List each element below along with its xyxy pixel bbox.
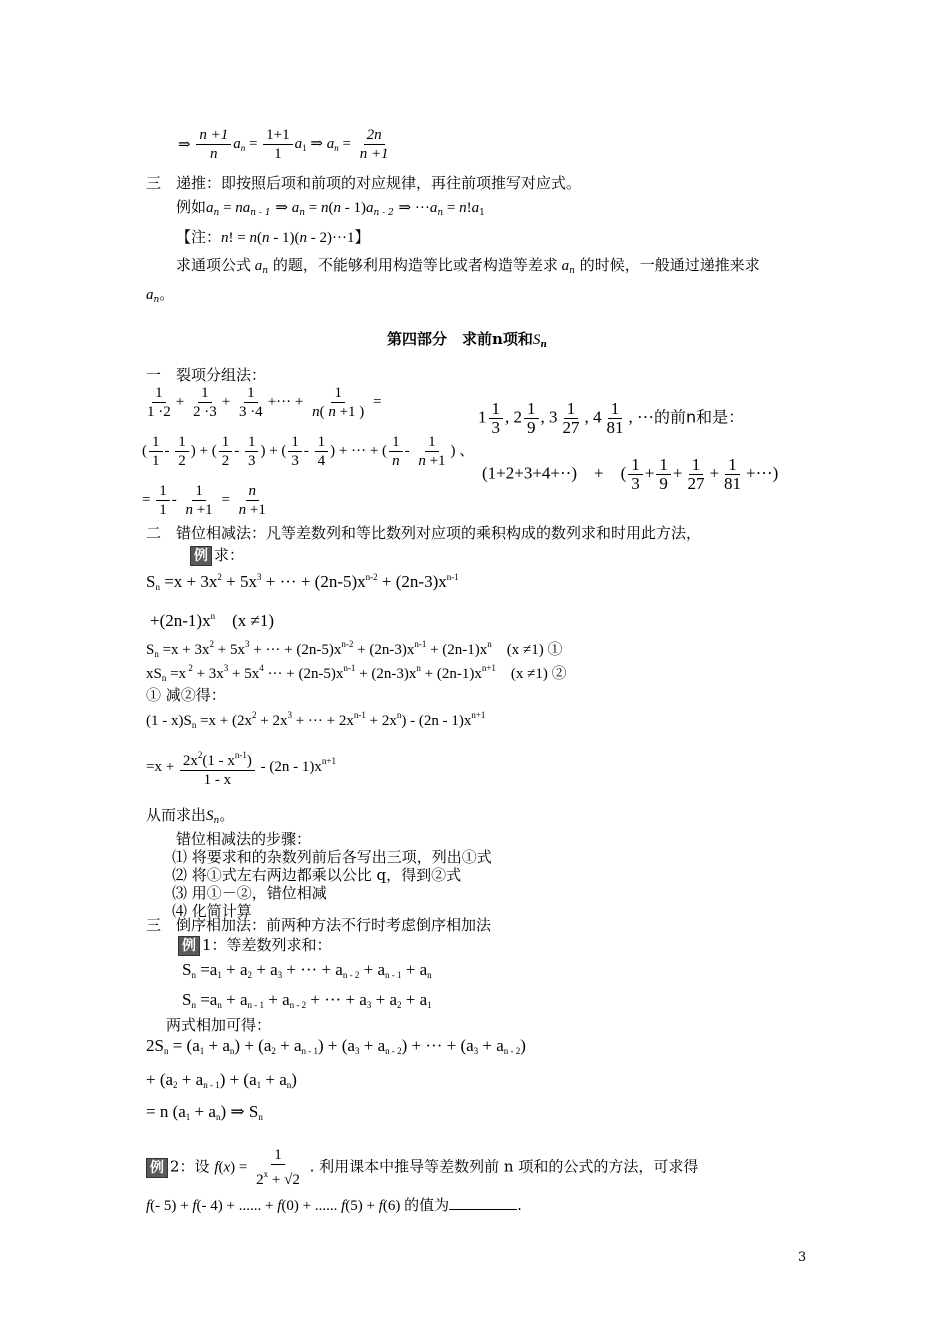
general-term-note-end: $a_n$。 bbox=[146, 285, 175, 305]
sn-backward: $S_n =a_n + a_{n - 1} + a_{n - 2}$ + ··· + $a_3 + a_2 + a_1$ bbox=[182, 990, 432, 1010]
equation-2: $xS_n =x$ $^2 + 3x^3 + 5x^4$ ··· + $(2n-5)x^{n-1} + (2n-3)x^n + (2n-1)x^{n+1}$ (x ≠1) ② bbox=[146, 663, 567, 683]
factorial-note: 【注：n! = n(n - 1)(n - 2)···1】 bbox=[176, 228, 370, 246]
subtract-label: ① 减②得： bbox=[146, 686, 226, 704]
general-term-note: 求通项公式 $a_n$ 的题，不能够利用构造等比或者构造等差求 $a_n$ 的时候，一般通过递推来求 bbox=[176, 256, 760, 276]
page-number: 3 bbox=[798, 1250, 807, 1265]
reverse-add-title: 三 倒序相加法：前两种方法不行时考虑倒序相加法 bbox=[146, 916, 492, 934]
answer-blank bbox=[449, 1209, 517, 1210]
example-badge: 例 bbox=[190, 546, 212, 566]
example-badge: 例 bbox=[178, 936, 200, 956]
difference-line2: =x + $\frac{2x^2(1 - x^{n-1})}{1 - x}$ - $(2n - 1)x^{n+1}$ bbox=[146, 746, 336, 789]
example-badge: 例 bbox=[146, 1158, 168, 1178]
section-heading: 第四部分 求前n项和$S_n$ bbox=[387, 330, 547, 350]
sn-formula-line1: $S_n =x + 3x^2 + 5x^3$ + ··· + $(2n-5)x^{n-2} + (2n-3)x^{n-1}$ bbox=[146, 572, 459, 592]
split-formula-1: $\frac{1}{1 \cdot 2}$ + $\frac{1}{2 \cdot 3}$ + $\frac{1}{3 \cdot 4}$ +··· + $\frac{1}{n( n +1 )}$ = bbox=[147, 385, 382, 420]
recursion-title: 三 递推：即按照后项和前项的对应规律，再往前项推写对应式。 bbox=[146, 174, 582, 192]
split-term-title: 一 裂项分组法： bbox=[146, 366, 267, 384]
grouping-sequence: 1 $\frac{1}{3}$ , 2 $\frac{1}{9}$ , 3 $\frac{1}{27}$ , 4 $\frac{1}{81}$ , ···的前n和是： bbox=[478, 399, 745, 437]
split-formula-2: ( $\frac{1}{1}$ - $\frac{1}{2}$ ) + ( $\frac{1}{2}$ - $\frac{1}{3}$ ) + ( $\frac{1}{3}$ - $\frac{1}{4}$ ) + ··· + ( $\frac{1}{n}$ - $\frac{1}{n +1}$ ) 、 bbox=[142, 434, 475, 469]
step-4: ⑷ 化简计算 bbox=[172, 902, 252, 920]
steps-title: 错位相减法的步骤： bbox=[176, 830, 312, 848]
example-2: 例 2：设 f(x) = $\frac{1}{2^x + √2}$ . 利用课本中推导等差数列前 n 项和的公式的方法，可求得 bbox=[146, 1146, 698, 1189]
sum-line1: $2S_n = (a_1 + a_n) + (a_2 + a_{n - 1}) + (a_3 + a_{n - 2})$ + ··· + $(a_3 + a_{n - 2})$ bbox=[146, 1036, 526, 1056]
example-ask: 例 求： bbox=[190, 546, 244, 566]
difference-line1: $(1 - x)S_n =x + (2x^2 + 2x^3$ + ··· + $2x^{n-1} + 2x^n) - (2n - 1)x^{n+1}$ bbox=[146, 710, 486, 730]
example-2-tail: f(- 5) + f(- 4) + ...... + f(0) + ...... f(5) + f(6) 的值为 . bbox=[146, 1196, 522, 1214]
split-formula-3: = $\frac{1}{1}$ - $\frac{1}{n +1}$ = $\frac{n}{n +1}$ bbox=[142, 483, 266, 518]
add-two: 两式相加可得： bbox=[166, 1016, 272, 1034]
derivation-line: ⇒ $\frac{n +1}{n}$ $a_n$ = $\frac{1+1}{1}$ $a_1$ ⇒ $a_n$ = $\frac{2n}{n +1}$ bbox=[178, 127, 389, 162]
step-3: ⑶ 用①－②，错位相减 bbox=[172, 884, 327, 902]
sn-forward: $S_n =a_1 + a_2 + a_3$ + ··· + $a_{n - 2} + a_{n - 1} + a_n$ bbox=[182, 960, 432, 980]
recursion-example: 例如$a_n = na_{n - 1}$ ⇒ $a_n = n(n - 1)a_{n - 2}$ ⇒ $\cdot\cdot\cdot a_n = n!a_1$ bbox=[176, 198, 485, 218]
sn-formula-line2: $+(2n-1)x^n$ (x ≠1) bbox=[150, 611, 274, 630]
step-2: ⑵ 将①式左右两边都乘以公比 q，得到②式 bbox=[172, 866, 462, 884]
equation-1: $S_n =x + 3x^2 + 5x^3$ + ··· + $(2n-5)x^{n-2} + (2n-3)x^{n-1} + (2n-1)x^n$ (x ≠1) ① bbox=[146, 639, 563, 659]
grouping-sum: (1+2+3+4+··) + ( $\frac{1}{3}$ + $\frac{1}{9}$ + $\frac{1}{27}$ + $\frac{1}{81}$ +···) bbox=[482, 455, 779, 493]
example-1: 例 1：等差数列求和： bbox=[178, 936, 332, 956]
step-1: ⑴ 将要求和的杂数列前后各写出三项，列出①式 bbox=[172, 848, 492, 866]
shift-subtract-title: 二 错位相减法：凡等差数列和等比数列对应项的乘积构成的数列求和时用此方法， bbox=[146, 524, 702, 542]
conclusion: 从而求出$S_n$。 bbox=[146, 806, 235, 826]
sum-line3: = n $(a_1 + a_n)$ ⇒ $S_n$ bbox=[146, 1102, 263, 1122]
sum-line2: + $(a_2 + a_{n - 1}) + (a_1 + a_n)$ bbox=[146, 1070, 297, 1090]
